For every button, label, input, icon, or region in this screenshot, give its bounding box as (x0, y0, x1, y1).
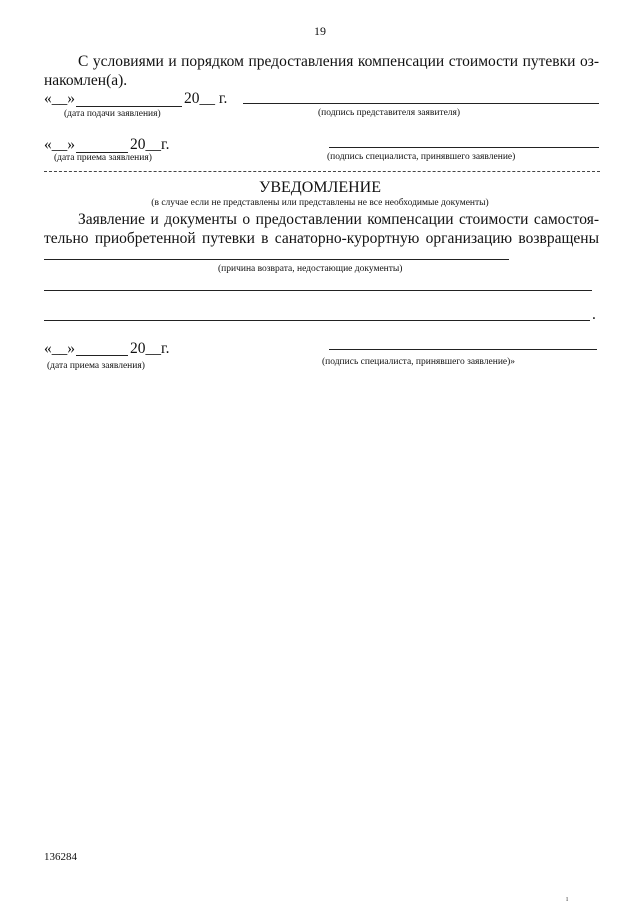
notice-receipt-signature-caption: (подпись специалиста, принявшего заявление)» (322, 357, 516, 367)
consent-line-2: накомлен(а). (44, 72, 128, 89)
receipt-date-caption: (дата приема заявления) (54, 153, 152, 163)
reason-end-period: . (592, 306, 596, 323)
submission-year: 20__ г. (184, 90, 228, 107)
notice-receipt-signature-line[interactable] (329, 349, 597, 350)
submission-signature-line[interactable] (243, 103, 599, 104)
submission-signature-caption: (подпись представителя заявителя) (318, 108, 461, 118)
receipt-signature-caption: (подпись специалиста, принявшего заявление) (327, 152, 516, 162)
notice-receipt-day-quote: «__» (44, 340, 75, 357)
document-code: 136284 (44, 851, 77, 863)
submission-date-caption: (дата подачи заявления) (64, 109, 161, 119)
receipt-signature-line[interactable] (329, 147, 599, 148)
consent-line-1: С условиями и порядком предоставления компенсации стоимости путевки оз- (78, 53, 599, 70)
notice-receipt-month-line (76, 355, 128, 356)
cut-line-divider (44, 171, 600, 172)
submission-month-line (76, 106, 182, 107)
notice-subtitle: (в случае если не представлены или представлены не все необходимые документы) (151, 198, 489, 208)
reason-line-1[interactable] (44, 259, 509, 260)
reason-line-2[interactable] (44, 290, 592, 291)
reason-line-3[interactable] (44, 320, 590, 321)
notice-receipt-date-caption: (дата приема заявления) (47, 361, 145, 371)
notice-line-1: Заявление и документы о предоставлении компенсации стоимости самостоя- (78, 211, 599, 228)
page-number: 19 (314, 24, 326, 38)
notice-title: УВЕДОМЛЕНИЕ (259, 179, 381, 196)
reason-caption: (причина возврата, недостающие документы) (218, 264, 403, 274)
notice-receipt-year: 20__г. (130, 340, 170, 357)
notice-line-2: тельно приобретенной путевки в санаторно-курортную организацию возвращены (44, 230, 599, 247)
submission-day-quote: «__» (44, 90, 75, 107)
receipt-year: 20__г. (130, 136, 170, 153)
corner-mark: ı (566, 894, 569, 903)
receipt-day-quote: «__» (44, 136, 75, 153)
